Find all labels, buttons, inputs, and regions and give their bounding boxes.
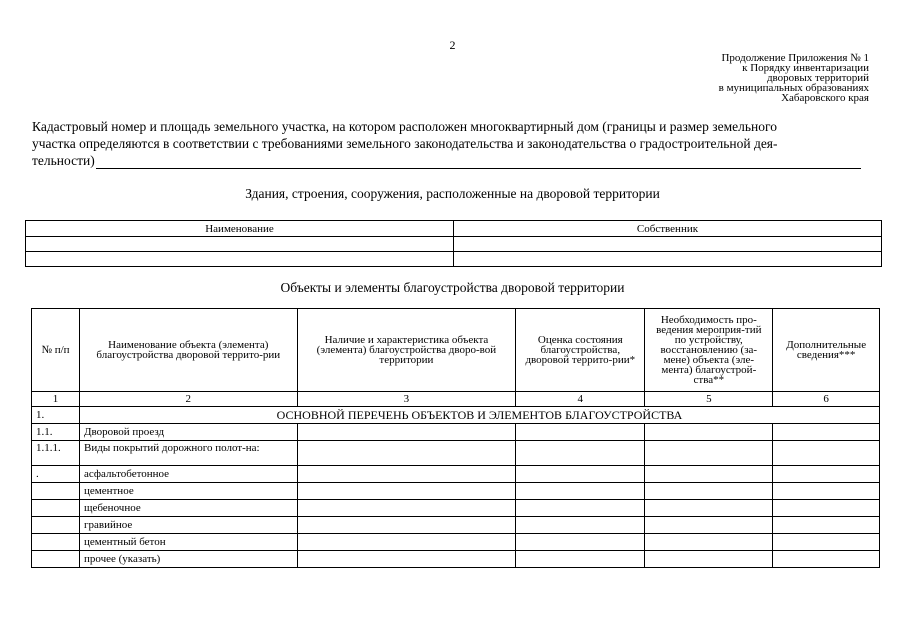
table-cell[interactable] — [773, 500, 880, 517]
row-number — [32, 534, 80, 551]
table-row — [32, 483, 880, 500]
header-condition: Оценка состояния благоустройства, дворовой террито-рии* — [516, 309, 645, 392]
appendix-note-line: Продолжение Приложения № 1 — [721, 52, 869, 64]
section-title: ОСНОВНОЙ ПЕРЕЧЕНЬ ОБЪЕКТОВ И ЭЛЕМЕНТОВ БЛАГОУСТРОЙСТВА — [80, 407, 880, 424]
table-cell[interactable] — [516, 483, 645, 500]
table-cell[interactable] — [454, 252, 882, 267]
table-cell[interactable] — [297, 534, 516, 551]
row-name: цементное — [80, 483, 298, 500]
row-number: . — [32, 466, 80, 483]
table-row — [32, 424, 880, 441]
page-number: 2 — [449, 38, 456, 52]
cadastral-line-text: тельности) — [32, 153, 95, 168]
table-row — [32, 500, 880, 517]
table-cell[interactable] — [297, 517, 516, 534]
table-cell[interactable] — [297, 441, 516, 466]
row-name: асфальтобетонное — [80, 466, 298, 483]
header-measures: Необходимость про-ведения мероприя-тий по устройству, восстановлению (за-мене) объекта (эле-мента) благоустрой-ства** — [645, 309, 773, 392]
row-name: Дворовой проезд — [80, 424, 298, 441]
header-owner: Собственник — [454, 221, 882, 237]
objects-table — [31, 308, 880, 568]
table-cell[interactable] — [516, 551, 645, 568]
header-number: № п/п — [32, 309, 80, 392]
row-number — [32, 483, 80, 500]
header-object-name: Наименование объекта (элемента) благоустройства дворовой террито-рии — [80, 309, 298, 392]
cadastral-paragraph — [32, 118, 870, 169]
appendix-note-line: к Порядку инвентаризации — [742, 62, 869, 74]
row-name: гравийное — [80, 517, 298, 534]
table-row — [32, 517, 880, 534]
table-cell[interactable] — [773, 534, 880, 551]
table-cell[interactable] — [773, 551, 880, 568]
cadastral-line: Кадастровый номер и площадь земельного участка, на котором расположен многоквартирный дом (границы и размер земельного — [32, 119, 777, 134]
table-row — [26, 237, 882, 252]
cadastral-line: участка определяются в соответствии с требованиями земельного законодательства и законодательства о градостроительной дея- — [32, 136, 778, 151]
row-name: прочее (указать) — [80, 551, 298, 568]
table-cell[interactable] — [26, 237, 454, 252]
row-number — [32, 551, 80, 568]
table-cell[interactable] — [645, 441, 773, 466]
table-row — [32, 534, 880, 551]
table-cell[interactable] — [516, 441, 645, 466]
table-cell[interactable] — [516, 424, 645, 441]
row-number — [32, 517, 80, 534]
table-cell[interactable] — [26, 252, 454, 267]
table-cell[interactable] — [516, 500, 645, 517]
buildings-table — [25, 220, 882, 267]
table-cell[interactable] — [516, 517, 645, 534]
table-cell[interactable] — [773, 466, 880, 483]
buildings-section-title: Здания, строения, сооружения, расположенные на дворовой территории — [245, 186, 660, 201]
table-row — [32, 441, 880, 466]
header-characteristics: Наличие и характеристика объекта (элемента) благоустройства дворо-вой территории — [297, 309, 516, 392]
objects-section-title: Объекты и элементы благоустройства дворовой территории — [280, 280, 625, 295]
table-header-row — [26, 221, 882, 237]
table-cell[interactable] — [645, 534, 773, 551]
table-row — [32, 466, 880, 483]
table-cell[interactable] — [773, 517, 880, 534]
row-number: 1.1. — [32, 424, 80, 441]
table-row — [26, 252, 882, 267]
row-name: щебеночное — [80, 500, 298, 517]
header-name: Наименование — [26, 221, 454, 237]
table-cell[interactable] — [645, 500, 773, 517]
row-number: 1.1.1. — [32, 441, 80, 466]
table-cell[interactable] — [645, 551, 773, 568]
column-number: 4 — [516, 392, 645, 407]
section-number: 1. — [32, 407, 80, 424]
appendix-note-line: в муниципальных образованиях — [718, 82, 869, 94]
table-cell[interactable] — [645, 466, 773, 483]
table-cell[interactable] — [297, 500, 516, 517]
column-number: 2 — [80, 392, 298, 407]
appendix-note-line: дворовых территорий — [766, 72, 869, 84]
appendix-note-line: Хабаровского края — [781, 92, 869, 104]
table-row — [32, 551, 880, 568]
table-cell[interactable] — [645, 483, 773, 500]
table-cell[interactable] — [516, 534, 645, 551]
table-cell[interactable] — [773, 424, 880, 441]
cadastral-fill-line[interactable] — [96, 154, 861, 169]
appendix-note — [609, 53, 869, 103]
cadastral-line-last — [32, 152, 870, 169]
column-number: 3 — [297, 392, 516, 407]
table-cell[interactable] — [516, 466, 645, 483]
header-additional: Дополнительные сведения*** — [773, 309, 880, 392]
table-cell[interactable] — [297, 551, 516, 568]
table-header-row — [32, 309, 880, 392]
table-cell[interactable] — [454, 237, 882, 252]
table-cell[interactable] — [297, 466, 516, 483]
column-number: 1 — [32, 392, 80, 407]
table-cell[interactable] — [773, 483, 880, 500]
table-cell[interactable] — [645, 424, 773, 441]
table-cell[interactable] — [773, 441, 880, 466]
column-number: 5 — [645, 392, 773, 407]
table-cell[interactable] — [297, 483, 516, 500]
table-cell[interactable] — [297, 424, 516, 441]
section-row — [32, 407, 880, 424]
row-name: цементный бетон — [80, 534, 298, 551]
column-number: 6 — [773, 392, 880, 407]
table-cell[interactable] — [645, 517, 773, 534]
row-name: Виды покрытий дорожного полот-на: — [80, 441, 298, 466]
column-number-row — [32, 392, 880, 407]
row-number — [32, 500, 80, 517]
